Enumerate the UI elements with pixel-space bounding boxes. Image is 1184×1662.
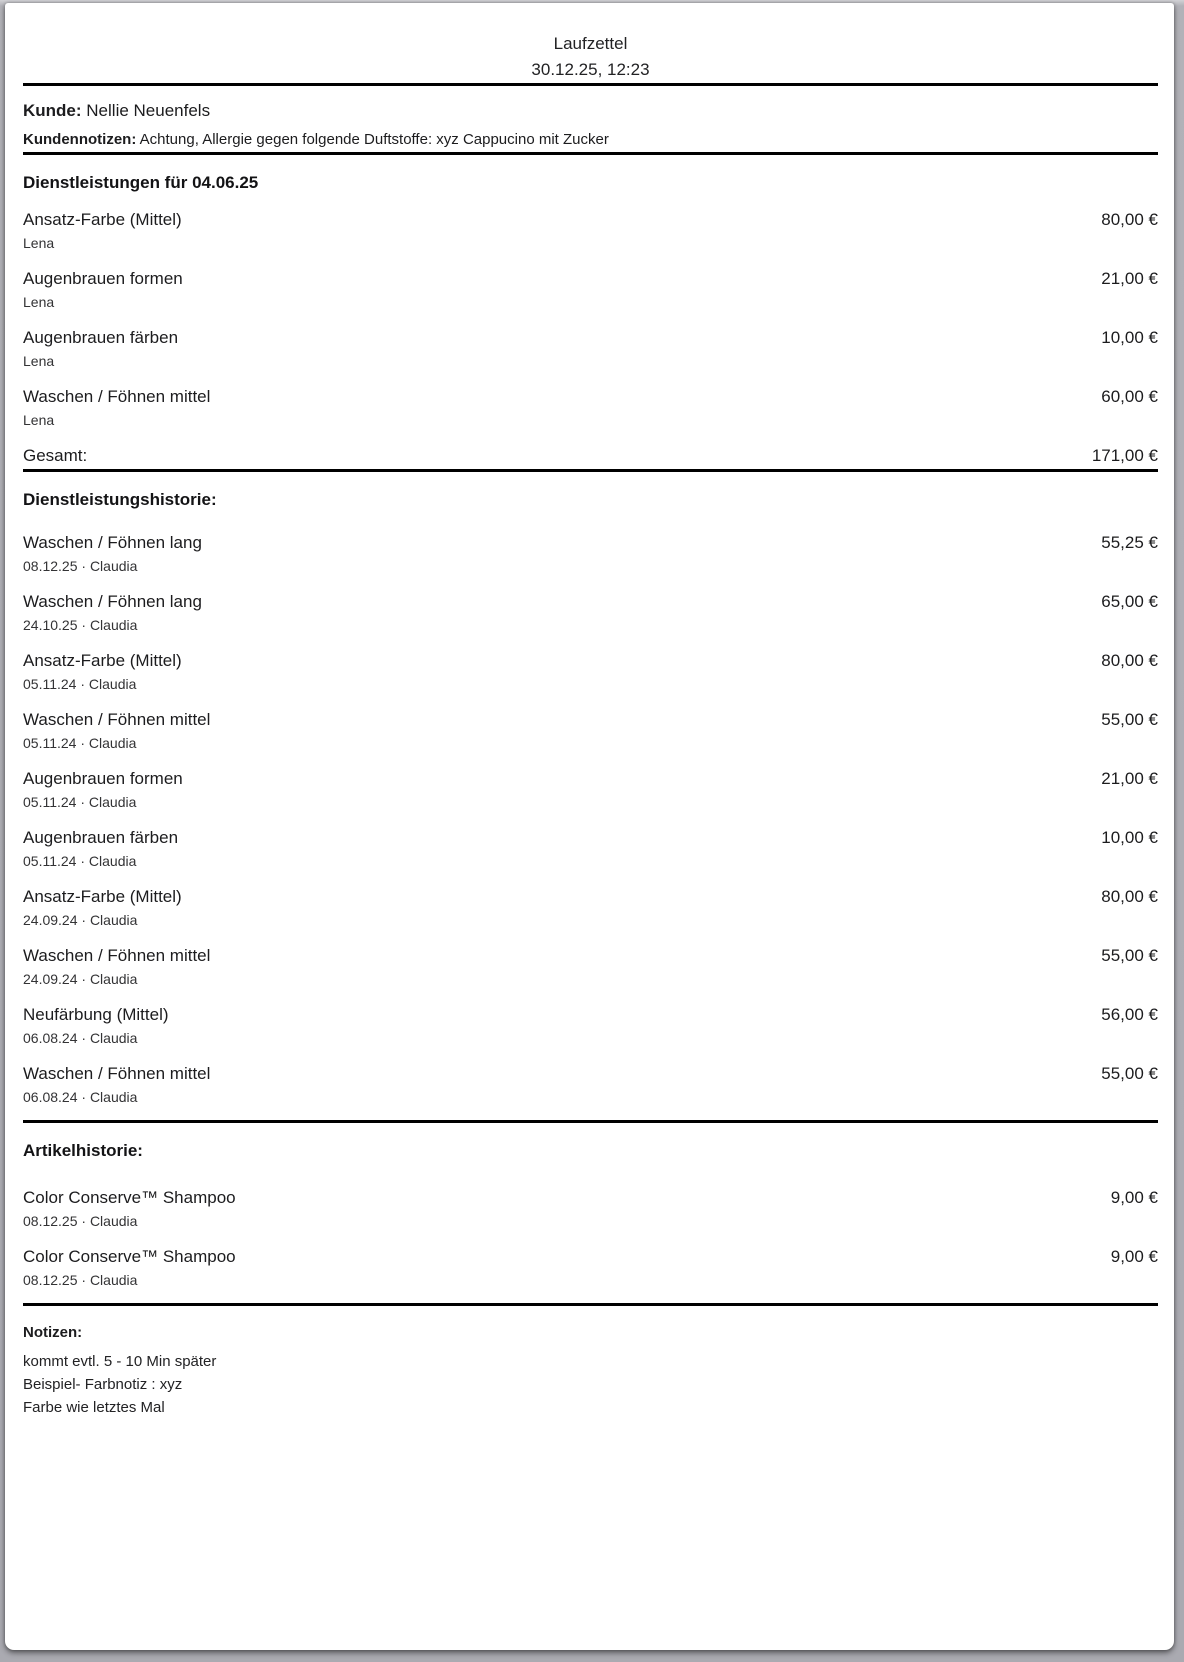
history-name: Waschen / Föhnen mittel [23,946,211,965]
article-date-staff: 08.12.25 · Claudia [23,1272,138,1288]
history-row [23,1002,1158,1048]
history-row [23,884,1158,930]
history-name: Waschen / Föhnen lang [23,533,202,552]
history-name: Augenbrauen formen [23,769,183,788]
history-date-staff: 05.11.24 · Claudia [23,794,137,810]
article-date-staff: 08.12.25 · Claudia [23,1213,138,1229]
service-name: Augenbrauen färben [23,328,179,347]
service-price: 10,00 € [1101,328,1158,347]
article-price: 9,00 € [1110,1188,1158,1207]
history-price: 80,00 € [1101,651,1158,670]
customer-name: Nellie Neuenfels [86,101,211,120]
history-price: 55,00 € [1101,1064,1158,1083]
history-row [23,648,1158,694]
customer-notes-text: Achtung, Allergie gegen folgende Duftstoffe: xyz Cappucino mit Zucker [139,131,609,148]
history-row [23,943,1158,989]
article-row-main [23,1185,1158,1211]
history-row [23,766,1158,812]
document-header [23,31,1158,83]
service-row [23,266,1158,312]
section-divider [23,83,1158,86]
service-name: Waschen / Föhnen mittel [23,387,211,406]
service-price: 60,00 € [1101,387,1158,406]
history-name: Waschen / Föhnen lang [23,592,202,611]
service-history-section [23,488,1158,1107]
service-row [23,384,1158,430]
history-price: 10,00 € [1101,828,1158,847]
article-name: Color Conserve™ Shampoo [23,1188,236,1207]
history-row [23,825,1158,871]
service-row-main [23,207,1158,233]
history-price: 80,00 € [1101,887,1158,906]
history-name: Waschen / Föhnen mittel [23,1064,211,1083]
history-price: 65,00 € [1101,592,1158,611]
services-list [23,207,1158,469]
history-row-main [23,884,1158,910]
history-name: Ansatz-Farbe (Mittel) [23,887,182,906]
service-staff: Lena [23,294,55,310]
article-name: Color Conserve™ Shampoo [23,1247,236,1266]
note-line: kommt evtl. 5 - 10 Min später [23,1353,217,1370]
history-row [23,1061,1158,1107]
history-date-staff: 05.11.24 · Claudia [23,853,137,869]
history-price: 55,25 € [1101,533,1158,552]
service-price: 21,00 € [1101,269,1158,288]
history-date-staff: 08.12.25 · Claudia [23,558,138,574]
history-date-staff: 06.08.24 · Claudia [23,1089,138,1105]
service-name: Augenbrauen formen [23,269,183,288]
section-divider [23,1120,1158,1123]
history-row-main [23,707,1158,733]
history-row [23,530,1158,576]
history-date-staff: 24.09.24 · Claudia [23,971,138,987]
service-price: 80,00 € [1101,210,1158,229]
history-name: Ansatz-Farbe (Mittel) [23,651,182,670]
service-row [23,325,1158,371]
services-section [23,171,1158,469]
article-history-list [23,1185,1158,1290]
history-row-main [23,1002,1158,1028]
history-name: Neufärbung (Mittel) [23,1005,169,1024]
section-divider [23,152,1158,155]
history-price: 21,00 € [1101,769,1158,788]
customer-line [23,98,1158,124]
notes-heading: Notizen: [23,1324,83,1341]
history-row-main [23,648,1158,674]
laufzettel-page [5,3,1174,1650]
history-row-main [23,530,1158,556]
service-row-main [23,384,1158,410]
services-total-price: 171,00 € [1091,446,1158,465]
history-price: 56,00 € [1101,1005,1158,1024]
note-line: Farbe wie letztes Mal [23,1399,165,1416]
history-date-staff: 24.09.24 · Claudia [23,912,138,928]
history-row [23,707,1158,753]
service-staff: Lena [23,412,55,428]
section-divider [23,1303,1158,1306]
services-heading: Dienstleistungen für 04.06.25 [23,173,259,192]
history-date-staff: 24.10.25 · Claudia [23,617,138,633]
history-date-staff: 06.08.24 · Claudia [23,1030,138,1046]
article-row [23,1185,1158,1231]
history-row-main [23,1061,1158,1087]
service-row [23,207,1158,253]
history-price: 55,00 € [1101,946,1158,965]
service-row-main [23,325,1158,351]
customer-notes-line [23,128,1158,152]
document-title: Laufzettel [553,34,628,53]
article-row-main [23,1244,1158,1270]
history-row [23,589,1158,635]
article-row [23,1244,1158,1290]
notes-section [23,1322,1158,1419]
service-row-main [23,266,1158,292]
history-row-main [23,589,1158,615]
service-staff: Lena [23,353,55,369]
customer-section [23,98,1158,152]
history-date-staff: 05.11.24 · Claudia [23,676,137,692]
article-history-heading: Artikelhistorie: [23,1141,143,1160]
services-total-main [23,443,1158,469]
customer-label: Kunde: [23,101,82,120]
history-name: Waschen / Föhnen mittel [23,710,211,729]
service-staff: Lena [23,235,55,251]
note-line: Beispiel- Farbnotiz : xyz [23,1376,183,1393]
service-history-heading: Dienstleistungshistorie: [23,490,217,509]
service-history-list [23,530,1158,1107]
history-name: Augenbrauen färben [23,828,179,847]
history-row-main [23,943,1158,969]
services-total-row [23,443,1158,469]
customer-notes-label: Kundennotizen: [23,131,137,148]
history-row-main [23,825,1158,851]
service-name: Ansatz-Farbe (Mittel) [23,210,182,229]
history-date-staff: 05.11.24 · Claudia [23,735,137,751]
history-row-main [23,766,1158,792]
history-price: 55,00 € [1101,710,1158,729]
document-datetime: 30.12.25, 12:23 [531,60,650,79]
article-price: 9,00 € [1110,1247,1158,1266]
article-history-section [23,1139,1158,1290]
services-total-label: Gesamt: [23,446,88,465]
section-divider [23,469,1158,472]
